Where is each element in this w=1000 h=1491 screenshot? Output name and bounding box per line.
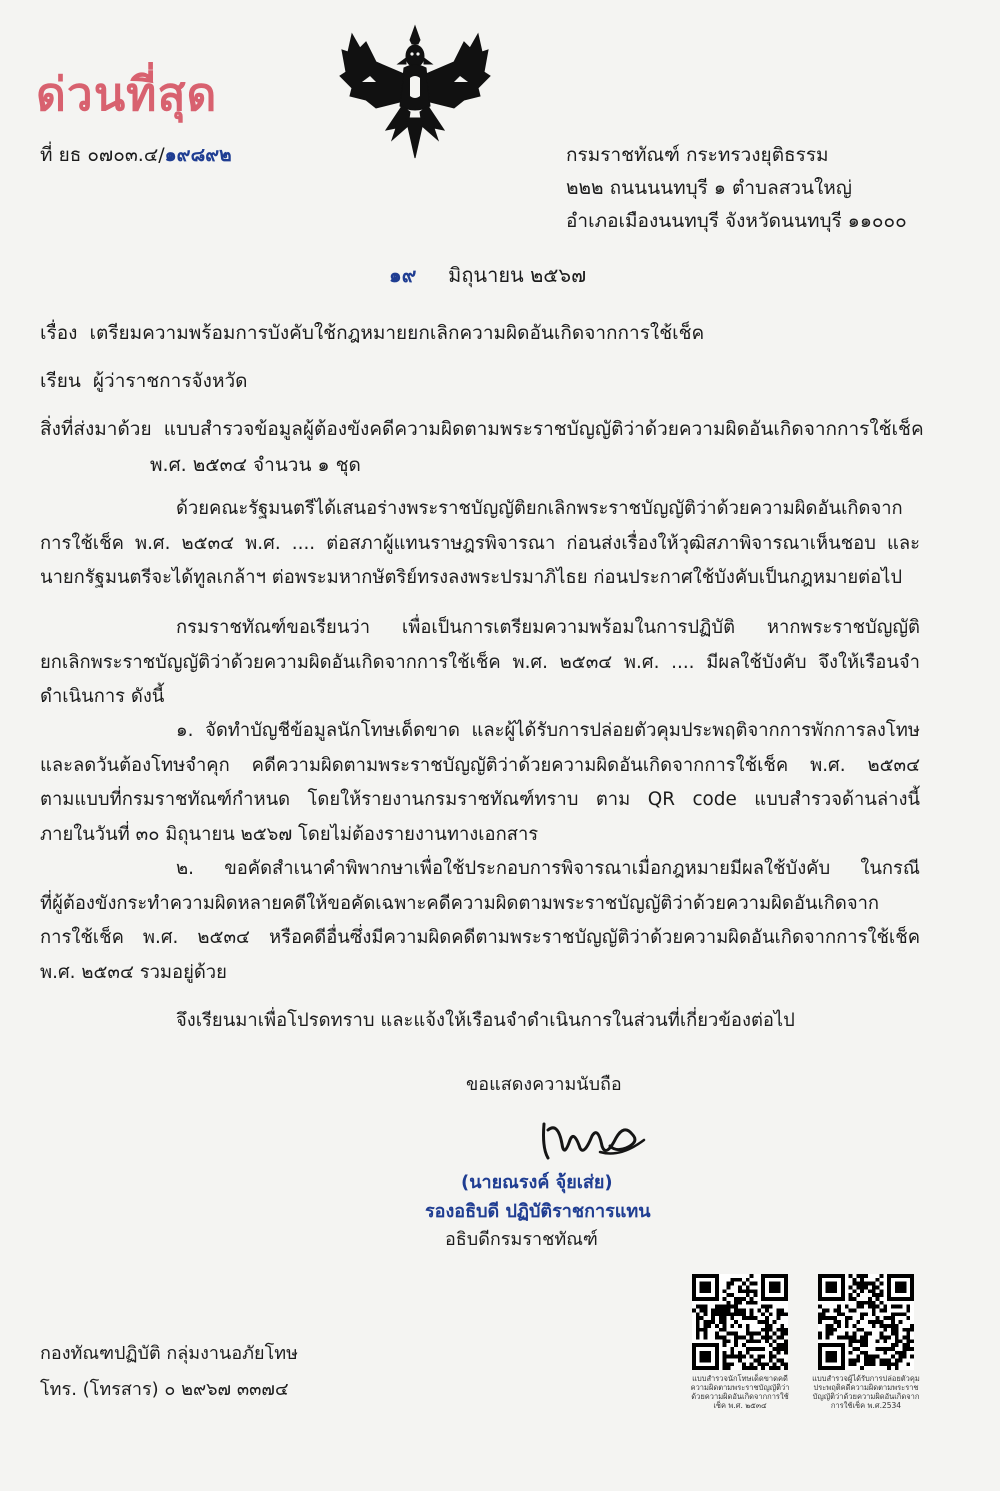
paragraph-line: ด้วยคณะรัฐมนตรีได้เสนอร่างพระราชบัญญัติยกเลิกพระราชบัญญัติว่าด้วยความผิดอันเกิดจาก xyxy=(176,498,903,519)
document-number-value: ๑๙๘๙๒ xyxy=(164,144,232,166)
paragraph-line: ตามแบบที่กรมราชทัณฑ์กำหนด โดยให้รายงานกรมราชทัณฑ์ทราบ ตาม QR code แบบสำรวจด้านล่างนี้ xyxy=(40,789,920,810)
document-prefix: ที่ ยธ ๐๗๐๓.๔/ xyxy=(40,144,165,166)
qr-code-icon[interactable] xyxy=(692,1274,788,1370)
signatory-position: รองอธิบดี ปฏิบัติราชการแทน xyxy=(425,1201,651,1222)
date-month-year: มิถุนายน ๒๕๖๗ xyxy=(448,263,587,287)
subject-line xyxy=(40,318,704,348)
paragraph-line: ภายในวันที่ ๓๐ มิถุนายน ๒๕๖๗ โดยไม่ต้องรายงานทางเอกสาร xyxy=(40,823,539,845)
paragraph-line: กรมราชทัณฑ์ขอเรียนว่า เพื่อเป็นการเตรียมความพร้อมในการปฏิบัติ หากพระราชบัญญัติ xyxy=(176,617,920,638)
subject-label: เรื่อง xyxy=(40,322,78,344)
document-number xyxy=(40,140,232,170)
paragraph-line: ๒. ขอคัดสำเนาคำพิพากษาเพื่อใช้ประกอบการพิจารณาเมื่อกฎหมายมีผลใช้บังคับ ในกรณี xyxy=(176,858,920,879)
qr-caption-1: แบบสำรวจนักโทษเด็ดขาดคดีความผิดตามพระราชบัญญัติว่าด้วยความผิดอันเกิดจากการใช้เช็ค พ.ศ. ๒๕๓๔ xyxy=(690,1374,790,1410)
recipient-text: ผู้ว่าราชการจังหวัด xyxy=(92,370,248,392)
paragraph-line: ยกเลิกพระราชบัญญัติว่าด้วยความผิดอันเกิดจากการใช้เช็ค พ.ศ. ๒๕๓๔ พ.ศ. .... มีผลใช้บังคับ จึงให้เรือนจำ xyxy=(40,651,920,673)
urgency-stamp: ด่วนที่สุด xyxy=(36,67,218,121)
garuda-emblem-icon xyxy=(336,22,494,162)
enclosure-label: สิ่งที่ส่งมาด้วย xyxy=(40,418,152,440)
body-paragraph-1 xyxy=(40,492,920,596)
paragraph-line: ๑. จัดทำบัญชีข้อมูลนักโทษเด็ดขาด และผู้ได้รับการปล่อยตัวคุมประพฤติจากการพักการลงโทษ xyxy=(176,720,920,741)
paragraph-line: การใช้เช็ค พ.ศ. ๒๕๓๔ พ.ศ. .... ต่อสภาผู้แทนราษฎรพิจารณา ก่อนส่งเรื่องให้วุฒิสภาพิจารณาเห็นชอบ และ xyxy=(40,532,920,554)
footer-phone: โทร. (โทรสาร) ๐ ๒๙๖๗ ๓๓๗๔ xyxy=(40,1379,289,1400)
enclosure-line xyxy=(40,414,924,444)
enclosure-text-2: พ.ศ. ๒๕๓๔ จำนวน ๑ ชุด xyxy=(150,454,361,476)
signatory-title: อธิบดีกรมราชทัณฑ์ xyxy=(445,1229,598,1250)
recipient-line xyxy=(40,366,247,396)
closing-paragraph: จึงเรียนมาเพื่อโปรดทราบ และแจ้งให้เรือนจำดำเนินการในส่วนที่เกี่ยวข้องต่อไป xyxy=(176,1010,795,1031)
enclosure-text-1: แบบสำรวจข้อมูลผู้ต้องขังคดีความผิดตามพระราชบัญญัติว่าด้วยความผิดอันเกิดจากการใช้เช็ค xyxy=(163,418,924,440)
body-paragraph-2 xyxy=(40,611,920,715)
paragraph-line: พ.ศ. ๒๕๓๔ รวมอยู่ด้วย xyxy=(40,961,227,983)
body-paragraph-3 xyxy=(40,714,920,852)
paragraph-line: ดำเนินการ ดังนี้ xyxy=(40,686,165,707)
footer-division: กองทัณฑปฏิบัติ กลุ่มงานอภัยโทษ xyxy=(40,1343,298,1364)
signatory-name: (นายณรงค์ จุ้ยเส่ย) xyxy=(461,1172,613,1193)
agency-name: กรมราชทัณฑ์ กระทรวงยุติธรรม xyxy=(566,144,829,166)
recipient-label: เรียน xyxy=(40,370,81,392)
qr-caption-2: แบบสำรวจผู้ได้รับการปล่อยตัวคุมประพฤติคดีความผิดตามพระราชบัญญัติว่าด้วยความผิดอันเกิดจากการใช้เช็ค พ.ศ.2534 xyxy=(812,1374,920,1410)
address-line-2: อำเภอเมืองนนทบุรี จังหวัดนนทบุรี ๑๑๐๐๐ xyxy=(566,210,907,232)
handwritten-signature-icon xyxy=(540,1118,650,1168)
paragraph-line: การใช้เช็ค พ.ศ. ๒๕๓๔ หรือคดีอื่นซึ่งมีความผิดคดีตามพระราชบัญญัติว่าด้วยความผิดอันเกิดจากการใช้เช็ค xyxy=(40,927,920,948)
date-day: ๑๙ xyxy=(389,263,417,287)
subject-text: เตรียมความพร้อมการบังคับใช้กฎหมายยกเลิกความผิดอันเกิดจากการใช้เช็ค xyxy=(89,322,705,344)
letter-date xyxy=(389,259,586,291)
paragraph-line: นายกรัฐมนตรีจะได้ทูลเกล้าฯ ต่อพระมหากษัตริย์ทรงลงพระปรมาภิไธย ก่อนประกาศใช้บังคับเป็นกฎหมายต่อไป xyxy=(40,567,903,588)
closing-salutation: ขอแสดงความนับถือ xyxy=(466,1074,622,1095)
qr-code-icon[interactable] xyxy=(818,1274,914,1370)
paragraph-line: ที่ผู้ต้องขังกระทำความผิดหลายคดีให้ขอคัดเฉพาะคดีความผิดตามพระราชบัญญัติว่าด้วยความผิดอันเกิดจาก xyxy=(40,892,880,914)
address-line-1: ๒๒๒ ถนนนนทบุรี ๑ ตำบลสวนใหญ่ xyxy=(566,177,852,199)
paragraph-line: และลดวันต้องโทษจำคุก คดีความผิดตามพระราชบัญญัติว่าด้วยความผิดอันเกิดจากการใช้เช็ค พ.ศ. ๒๕๓๔ xyxy=(40,754,920,776)
body-paragraph-4 xyxy=(40,852,920,990)
